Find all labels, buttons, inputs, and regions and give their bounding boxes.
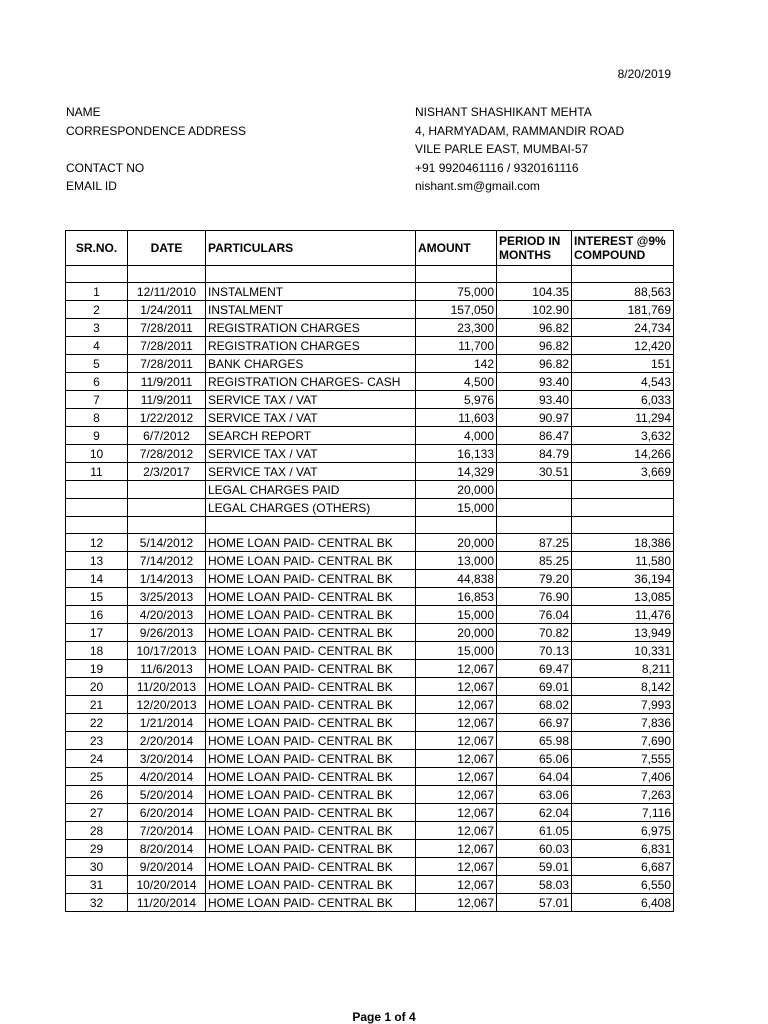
cell-particulars: HOME LOAN PAID- CENTRAL BK bbox=[206, 768, 416, 786]
cell-amount: 13,000 bbox=[416, 552, 497, 570]
cell-interest: 6,408 bbox=[572, 894, 674, 912]
cell-interest: 8,142 bbox=[572, 678, 674, 696]
cell-sr-no: 18 bbox=[66, 642, 128, 660]
cell-interest: 11,580 bbox=[572, 552, 674, 570]
cell-period bbox=[497, 517, 572, 534]
table-row bbox=[66, 642, 674, 660]
cell-sr-no: 16 bbox=[66, 606, 128, 624]
info-row-contact bbox=[66, 159, 706, 178]
table-row bbox=[66, 894, 674, 912]
table-row bbox=[66, 337, 674, 355]
table-row bbox=[66, 624, 674, 642]
cell-interest: 3,669 bbox=[572, 463, 674, 481]
cell-amount: 12,067 bbox=[416, 696, 497, 714]
cell-date bbox=[128, 481, 206, 499]
cell-particulars: HOME LOAN PAID- CENTRAL BK bbox=[206, 552, 416, 570]
cell-particulars: SERVICE TAX / VAT bbox=[206, 409, 416, 427]
cell-amount: 11,603 bbox=[416, 409, 497, 427]
info-value: VILE PARLE EAST, MUMBAI-57 bbox=[415, 142, 589, 156]
cell-amount: 75,000 bbox=[416, 283, 497, 301]
cell-interest: 7,836 bbox=[572, 714, 674, 732]
table-body bbox=[66, 266, 674, 912]
cell-interest: 8,211 bbox=[572, 660, 674, 678]
info-row-address bbox=[66, 122, 706, 141]
table-header-row bbox=[66, 231, 674, 266]
cell-sr-no: 29 bbox=[66, 840, 128, 858]
cell-sr-no bbox=[66, 481, 128, 499]
cell-sr-no: 4 bbox=[66, 337, 128, 355]
cell-amount: 5,976 bbox=[416, 391, 497, 409]
cell-amount: 12,067 bbox=[416, 768, 497, 786]
cell-period: 65.98 bbox=[497, 732, 572, 750]
info-value: NISHANT SHASHIKANT MEHTA bbox=[415, 105, 592, 119]
cell-sr-no: 13 bbox=[66, 552, 128, 570]
cell-period bbox=[497, 499, 572, 517]
cell-particulars: SERVICE TAX / VAT bbox=[206, 463, 416, 481]
cell-date: 6/7/2012 bbox=[128, 427, 206, 445]
cell-interest: 6,831 bbox=[572, 840, 674, 858]
cell-date: 1/22/2012 bbox=[128, 409, 206, 427]
header-amount: AMOUNT bbox=[416, 231, 497, 266]
cell-amount bbox=[416, 266, 497, 283]
cell-interest: 13,085 bbox=[572, 588, 674, 606]
cell-amount: 20,000 bbox=[416, 534, 497, 552]
cell-sr-no: 5 bbox=[66, 355, 128, 373]
cell-date: 11/20/2013 bbox=[128, 678, 206, 696]
table-row bbox=[66, 588, 674, 606]
cell-period: 96.82 bbox=[497, 319, 572, 337]
cell-particulars: REGISTRATION CHARGES- CASH bbox=[206, 373, 416, 391]
cell-sr-no: 28 bbox=[66, 822, 128, 840]
cell-amount: 15,000 bbox=[416, 642, 497, 660]
cell-period bbox=[497, 266, 572, 283]
cell-interest: 6,033 bbox=[572, 391, 674, 409]
cell-sr-no: 31 bbox=[66, 876, 128, 894]
table-row bbox=[66, 391, 674, 409]
cell-date: 12/20/2013 bbox=[128, 696, 206, 714]
cell-amount: 16,133 bbox=[416, 445, 497, 463]
cell-interest bbox=[572, 481, 674, 499]
header-interest: INTEREST @9% COMPOUND bbox=[572, 231, 674, 266]
cell-sr-no: 20 bbox=[66, 678, 128, 696]
cell-period: 102.90 bbox=[497, 301, 572, 319]
table-row bbox=[66, 858, 674, 876]
cell-sr-no bbox=[66, 499, 128, 517]
cell-sr-no bbox=[66, 266, 128, 283]
cell-interest bbox=[572, 266, 674, 283]
cell-sr-no: 22 bbox=[66, 714, 128, 732]
cell-amount: 20,000 bbox=[416, 481, 497, 499]
cell-sr-no: 11 bbox=[66, 463, 128, 481]
cell-interest: 181,769 bbox=[572, 301, 674, 319]
cell-interest: 7,406 bbox=[572, 768, 674, 786]
cell-sr-no: 17 bbox=[66, 624, 128, 642]
table-row bbox=[66, 876, 674, 894]
table-row bbox=[66, 355, 674, 373]
cell-period: 58.03 bbox=[497, 876, 572, 894]
cell-interest: 18,386 bbox=[572, 534, 674, 552]
cell-period: 96.82 bbox=[497, 355, 572, 373]
cell-sr-no: 8 bbox=[66, 409, 128, 427]
cell-interest: 7,263 bbox=[572, 786, 674, 804]
cell-interest: 12,420 bbox=[572, 337, 674, 355]
table-row bbox=[66, 606, 674, 624]
cell-sr-no: 9 bbox=[66, 427, 128, 445]
table-row bbox=[66, 786, 674, 804]
cell-period: 30.51 bbox=[497, 463, 572, 481]
cell-amount: 12,067 bbox=[416, 858, 497, 876]
cell-sr-no: 14 bbox=[66, 570, 128, 588]
cell-date: 5/14/2012 bbox=[128, 534, 206, 552]
cell-date: 10/17/2013 bbox=[128, 642, 206, 660]
header-date: DATE bbox=[128, 231, 206, 266]
cell-date: 7/20/2014 bbox=[128, 822, 206, 840]
cell-period: 66.97 bbox=[497, 714, 572, 732]
cell-amount: 12,067 bbox=[416, 732, 497, 750]
table-row bbox=[66, 463, 674, 481]
cell-period: 61.05 bbox=[497, 822, 572, 840]
cell-amount: 15,000 bbox=[416, 606, 497, 624]
header-period: PERIOD IN MONTHS bbox=[497, 231, 572, 266]
cell-period: 69.47 bbox=[497, 660, 572, 678]
cell-date: 11/9/2011 bbox=[128, 391, 206, 409]
info-value: nishant.sm@gmail.com bbox=[415, 179, 540, 193]
cell-date: 9/20/2014 bbox=[128, 858, 206, 876]
cell-sr-no: 24 bbox=[66, 750, 128, 768]
document-date: 8/20/2019 bbox=[617, 67, 671, 81]
cell-interest: 151 bbox=[572, 355, 674, 373]
cell-interest: 24,734 bbox=[572, 319, 674, 337]
cell-sr-no: 1 bbox=[66, 283, 128, 301]
cell-amount: 4,000 bbox=[416, 427, 497, 445]
cell-interest: 4,543 bbox=[572, 373, 674, 391]
cell-sr-no: 6 bbox=[66, 373, 128, 391]
table-row bbox=[66, 373, 674, 391]
cell-date: 1/24/2011 bbox=[128, 301, 206, 319]
info-value: +91 9920461116 / 9320161116 bbox=[415, 160, 579, 175]
cell-amount bbox=[416, 517, 497, 534]
cell-sr-no: 30 bbox=[66, 858, 128, 876]
cell-sr-no: 26 bbox=[66, 786, 128, 804]
cell-date: 7/14/2012 bbox=[128, 552, 206, 570]
cell-particulars: BANK CHARGES bbox=[206, 355, 416, 373]
page-footer: Page 1 of 4 bbox=[352, 1010, 416, 1024]
cell-sr-no: 19 bbox=[66, 660, 128, 678]
cell-interest: 88,563 bbox=[572, 283, 674, 301]
cell-period: 57.01 bbox=[497, 894, 572, 912]
cell-sr-no: 3 bbox=[66, 319, 128, 337]
cell-particulars: HOME LOAN PAID- CENTRAL BK bbox=[206, 606, 416, 624]
cell-particulars: HOME LOAN PAID- CENTRAL BK bbox=[206, 822, 416, 840]
cell-date: 2/3/2017 bbox=[128, 463, 206, 481]
cell-particulars: HOME LOAN PAID- CENTRAL BK bbox=[206, 858, 416, 876]
cell-date: 6/20/2014 bbox=[128, 804, 206, 822]
cell-amount: 12,067 bbox=[416, 714, 497, 732]
cell-amount: 12,067 bbox=[416, 804, 497, 822]
cell-amount: 12,067 bbox=[416, 894, 497, 912]
cell-period: 63.06 bbox=[497, 786, 572, 804]
table-row bbox=[66, 822, 674, 840]
table-row bbox=[66, 499, 674, 517]
table-row bbox=[66, 570, 674, 588]
info-label: CORRESPONDENCE ADDRESS bbox=[66, 123, 247, 138]
cell-period: 64.04 bbox=[497, 768, 572, 786]
cell-amount: 142 bbox=[416, 355, 497, 373]
table-row bbox=[66, 804, 674, 822]
cell-date bbox=[128, 499, 206, 517]
table-row bbox=[66, 840, 674, 858]
cell-amount: 157,050 bbox=[416, 301, 497, 319]
table-row bbox=[66, 481, 674, 499]
cell-particulars: REGISTRATION CHARGES bbox=[206, 319, 416, 337]
cell-period: 70.82 bbox=[497, 624, 572, 642]
cell-interest: 3,632 bbox=[572, 427, 674, 445]
cell-date: 11/6/2013 bbox=[128, 660, 206, 678]
cell-period: 70.13 bbox=[497, 642, 572, 660]
cell-particulars bbox=[206, 517, 416, 534]
cell-date: 8/20/2014 bbox=[128, 840, 206, 858]
cell-sr-no: 7 bbox=[66, 391, 128, 409]
table-row bbox=[66, 732, 674, 750]
cell-date: 11/20/2014 bbox=[128, 894, 206, 912]
cell-sr-no: 21 bbox=[66, 696, 128, 714]
cell-particulars: HOME LOAN PAID- CENTRAL BK bbox=[206, 696, 416, 714]
contact-info-block bbox=[66, 103, 706, 196]
cell-interest: 6,975 bbox=[572, 822, 674, 840]
cell-interest: 10,331 bbox=[572, 642, 674, 660]
cell-period: 79.20 bbox=[497, 570, 572, 588]
table-row bbox=[66, 319, 674, 337]
table-row bbox=[66, 714, 674, 732]
cell-period bbox=[497, 481, 572, 499]
cell-interest: 7,116 bbox=[572, 804, 674, 822]
cell-period: 96.82 bbox=[497, 337, 572, 355]
cell-particulars: HOME LOAN PAID- CENTRAL BK bbox=[206, 894, 416, 912]
cell-particulars: HOME LOAN PAID- CENTRAL BK bbox=[206, 642, 416, 660]
table-row bbox=[66, 696, 674, 714]
cell-particulars: SEARCH REPORT bbox=[206, 427, 416, 445]
cell-amount: 12,067 bbox=[416, 840, 497, 858]
cell-particulars: HOME LOAN PAID- CENTRAL BK bbox=[206, 570, 416, 588]
cell-sr-no: 15 bbox=[66, 588, 128, 606]
info-value: 4, HARMYADAM, RAMMANDIR ROAD bbox=[415, 123, 625, 138]
cell-date: 1/21/2014 bbox=[128, 714, 206, 732]
cell-date: 7/28/2012 bbox=[128, 445, 206, 463]
cell-date: 11/9/2011 bbox=[128, 373, 206, 391]
cell-period: 65.06 bbox=[497, 750, 572, 768]
cell-amount: 4,500 bbox=[416, 373, 497, 391]
cell-particulars: HOME LOAN PAID- CENTRAL BK bbox=[206, 876, 416, 894]
cell-particulars bbox=[206, 266, 416, 283]
cell-sr-no: 12 bbox=[66, 534, 128, 552]
cell-amount: 12,067 bbox=[416, 786, 497, 804]
cell-interest: 14,266 bbox=[572, 445, 674, 463]
cell-amount: 12,067 bbox=[416, 750, 497, 768]
table-row bbox=[66, 301, 674, 319]
cell-date: 7/28/2011 bbox=[128, 337, 206, 355]
cell-sr-no bbox=[66, 517, 128, 534]
cell-date bbox=[128, 266, 206, 283]
cell-sr-no: 23 bbox=[66, 732, 128, 750]
cell-date bbox=[128, 517, 206, 534]
cell-amount: 12,067 bbox=[416, 876, 497, 894]
info-row-address-2 bbox=[66, 140, 706, 159]
cell-particulars: INSTALMENT bbox=[206, 283, 416, 301]
cell-period: 60.03 bbox=[497, 840, 572, 858]
cell-amount: 11,700 bbox=[416, 337, 497, 355]
cell-date: 7/28/2011 bbox=[128, 355, 206, 373]
table-row bbox=[66, 266, 674, 283]
cell-period: 68.02 bbox=[497, 696, 572, 714]
info-row-name bbox=[66, 103, 706, 122]
cell-particulars: HOME LOAN PAID- CENTRAL BK bbox=[206, 714, 416, 732]
cell-particulars: HOME LOAN PAID- CENTRAL BK bbox=[206, 588, 416, 606]
info-label: NAME bbox=[66, 105, 101, 119]
info-label: CONTACT NO bbox=[66, 160, 145, 175]
info-row-email bbox=[66, 177, 706, 196]
cell-interest: 6,687 bbox=[572, 858, 674, 876]
cell-amount: 16,853 bbox=[416, 588, 497, 606]
cell-interest: 6,550 bbox=[572, 876, 674, 894]
cell-period: 84.79 bbox=[497, 445, 572, 463]
cell-amount: 12,067 bbox=[416, 822, 497, 840]
table-row bbox=[66, 427, 674, 445]
cell-particulars: HOME LOAN PAID- CENTRAL BK bbox=[206, 678, 416, 696]
table-row bbox=[66, 660, 674, 678]
cell-interest bbox=[572, 499, 674, 517]
cell-sr-no: 10 bbox=[66, 445, 128, 463]
cell-interest: 36,194 bbox=[572, 570, 674, 588]
cell-interest: 11,294 bbox=[572, 409, 674, 427]
cell-particulars: HOME LOAN PAID- CENTRAL BK bbox=[206, 660, 416, 678]
cell-date: 12/11/2010 bbox=[128, 283, 206, 301]
cell-date: 4/20/2014 bbox=[128, 768, 206, 786]
info-label: EMAIL ID bbox=[66, 179, 117, 193]
cell-period: 90.97 bbox=[497, 409, 572, 427]
cell-amount: 44,838 bbox=[416, 570, 497, 588]
cell-interest: 13,949 bbox=[572, 624, 674, 642]
cell-particulars: SERVICE TAX / VAT bbox=[206, 445, 416, 463]
cell-interest bbox=[572, 517, 674, 534]
cell-interest: 11,476 bbox=[572, 606, 674, 624]
cell-date: 10/20/2014 bbox=[128, 876, 206, 894]
cell-period: 76.90 bbox=[497, 588, 572, 606]
cell-particulars: HOME LOAN PAID- CENTRAL BK bbox=[206, 732, 416, 750]
cell-period: 62.04 bbox=[497, 804, 572, 822]
cell-amount: 14,329 bbox=[416, 463, 497, 481]
header-particulars: PARTICULARS bbox=[206, 231, 416, 266]
cell-period: 59.01 bbox=[497, 858, 572, 876]
table-row bbox=[66, 517, 674, 534]
cell-sr-no: 32 bbox=[66, 894, 128, 912]
cell-period: 76.04 bbox=[497, 606, 572, 624]
cell-amount: 12,067 bbox=[416, 678, 497, 696]
cell-period: 69.01 bbox=[497, 678, 572, 696]
cell-period: 104.35 bbox=[497, 283, 572, 301]
table-row bbox=[66, 750, 674, 768]
cell-particulars: HOME LOAN PAID- CENTRAL BK bbox=[206, 840, 416, 858]
table-row bbox=[66, 678, 674, 696]
cell-interest: 7,690 bbox=[572, 732, 674, 750]
cell-interest: 7,555 bbox=[572, 750, 674, 768]
table-row bbox=[66, 768, 674, 786]
cell-period: 86.47 bbox=[497, 427, 572, 445]
cell-period: 93.40 bbox=[497, 373, 572, 391]
cell-particulars: HOME LOAN PAID- CENTRAL BK bbox=[206, 750, 416, 768]
cell-particulars: INSTALMENT bbox=[206, 301, 416, 319]
cell-date: 2/20/2014 bbox=[128, 732, 206, 750]
cell-particulars: REGISTRATION CHARGES bbox=[206, 337, 416, 355]
cell-date: 3/20/2014 bbox=[128, 750, 206, 768]
cell-amount: 20,000 bbox=[416, 624, 497, 642]
cell-period: 93.40 bbox=[497, 391, 572, 409]
table-row bbox=[66, 552, 674, 570]
cell-particulars: HOME LOAN PAID- CENTRAL BK bbox=[206, 534, 416, 552]
cell-particulars: HOME LOAN PAID- CENTRAL BK bbox=[206, 624, 416, 642]
table-row bbox=[66, 534, 674, 552]
cell-date: 5/20/2014 bbox=[128, 786, 206, 804]
cell-particulars: SERVICE TAX / VAT bbox=[206, 391, 416, 409]
table-row bbox=[66, 283, 674, 301]
cell-date: 3/25/2013 bbox=[128, 588, 206, 606]
cell-particulars: HOME LOAN PAID- CENTRAL BK bbox=[206, 786, 416, 804]
cell-period: 87.25 bbox=[497, 534, 572, 552]
cell-interest: 7,993 bbox=[572, 696, 674, 714]
cell-amount: 12,067 bbox=[416, 660, 497, 678]
cell-sr-no: 25 bbox=[66, 768, 128, 786]
cell-sr-no: 2 bbox=[66, 301, 128, 319]
cell-date: 4/20/2013 bbox=[128, 606, 206, 624]
payments-table bbox=[65, 230, 674, 912]
cell-particulars: HOME LOAN PAID- CENTRAL BK bbox=[206, 804, 416, 822]
cell-particulars: LEGAL CHARGES PAID bbox=[206, 481, 416, 499]
cell-date: 9/26/2013 bbox=[128, 624, 206, 642]
header-sr-no: SR.NO. bbox=[66, 231, 128, 266]
table-row bbox=[66, 409, 674, 427]
cell-period: 85.25 bbox=[497, 552, 572, 570]
cell-date: 7/28/2011 bbox=[128, 319, 206, 337]
cell-date: 1/14/2013 bbox=[128, 570, 206, 588]
cell-amount: 15,000 bbox=[416, 499, 497, 517]
table-row bbox=[66, 445, 674, 463]
cell-amount: 23,300 bbox=[416, 319, 497, 337]
cell-sr-no: 27 bbox=[66, 804, 128, 822]
cell-particulars: LEGAL CHARGES (OTHERS) bbox=[206, 499, 416, 517]
